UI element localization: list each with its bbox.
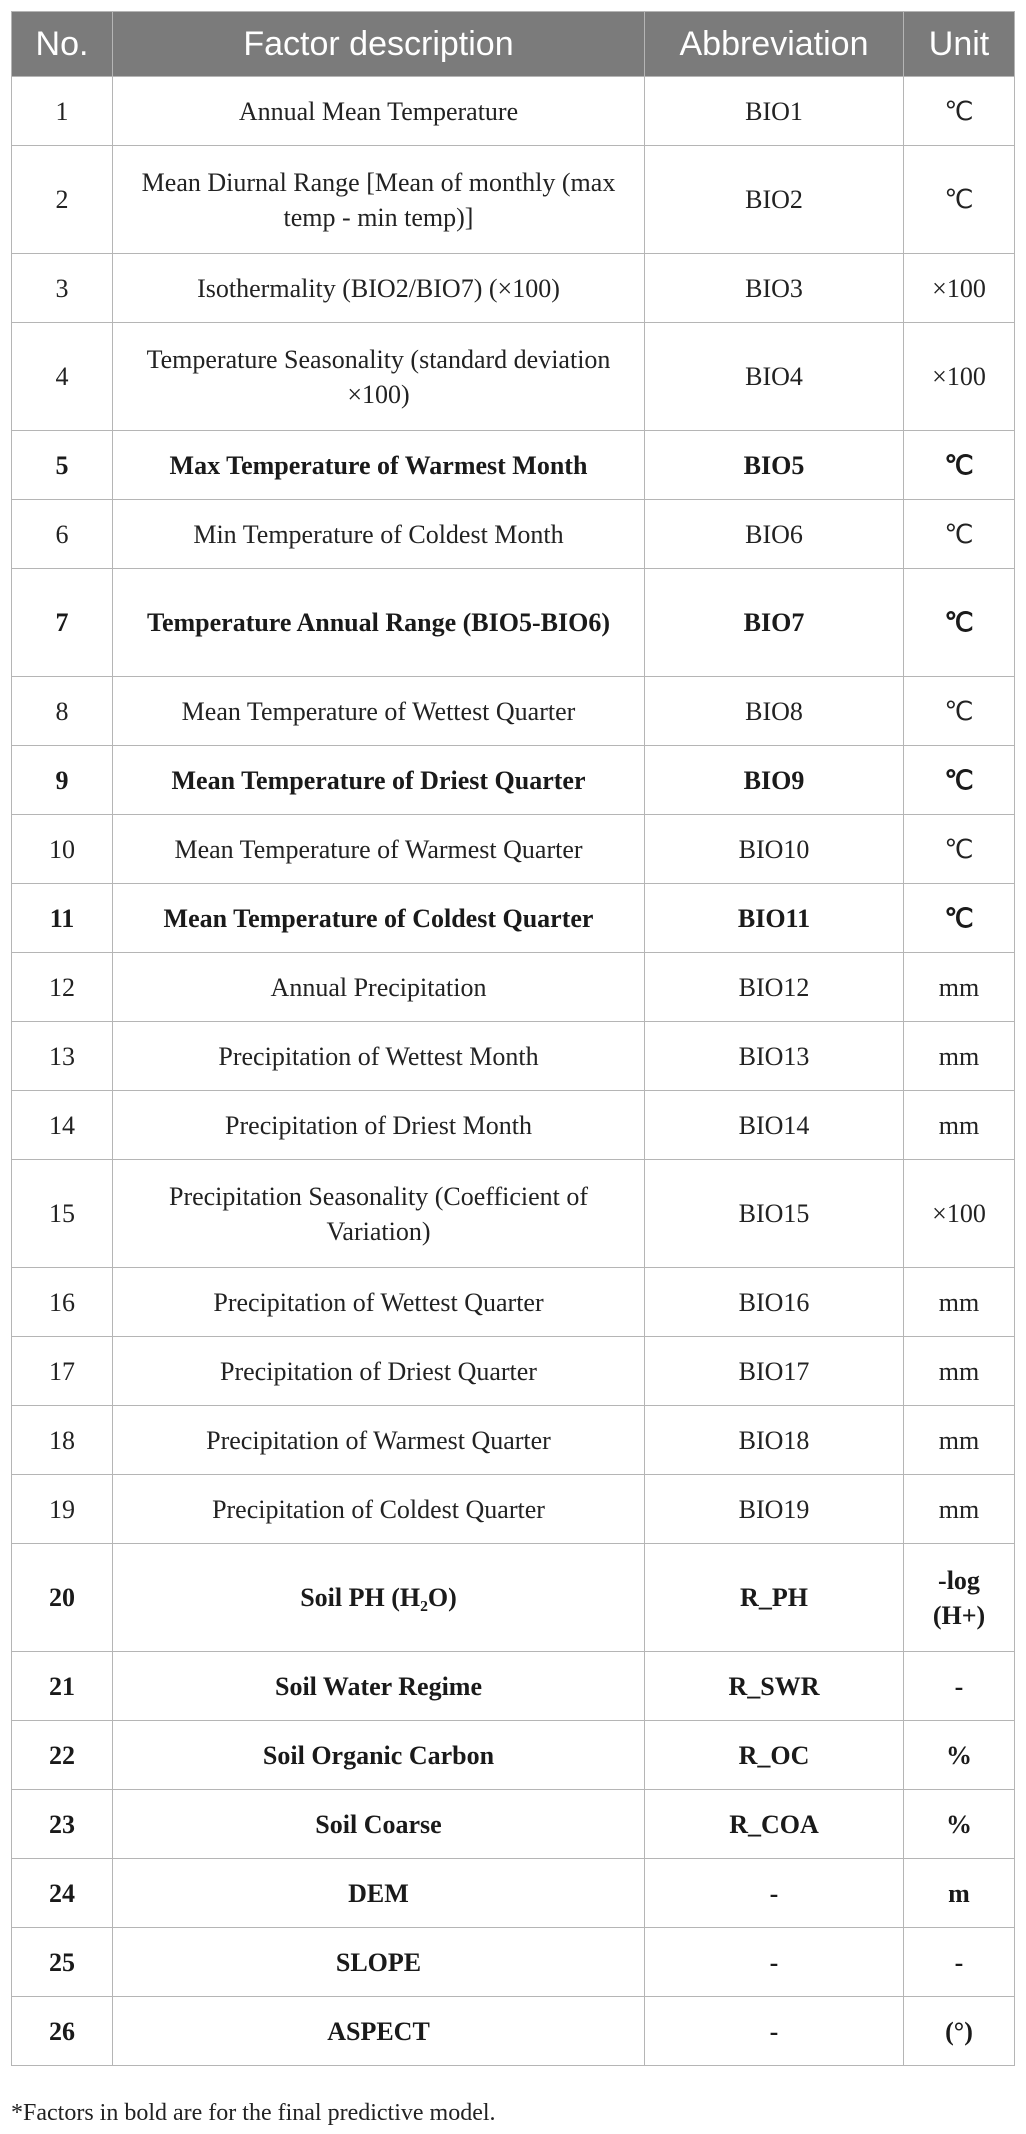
cell-unit: ×100 <box>904 323 1015 431</box>
cell-factor-description: Isothermality (BIO2/BIO7) (×100) <box>113 254 645 323</box>
cell-unit: ×100 <box>904 254 1015 323</box>
cell-factor-description: Annual Mean Temperature <box>113 77 645 146</box>
cell-abbreviation: BIO5 <box>645 431 904 500</box>
cell-no: 13 <box>12 1022 113 1091</box>
cell-no: 21 <box>12 1652 113 1721</box>
cell-abbreviation: BIO9 <box>645 746 904 815</box>
table-row <box>12 1859 1015 1928</box>
table-row <box>12 254 1015 323</box>
cell-factor-description: Temperature Annual Range (BIO5-BIO6) <box>113 569 645 677</box>
cell-factor-description: Precipitation of Coldest Quarter <box>113 1475 645 1544</box>
cell-abbreviation: R_COA <box>645 1790 904 1859</box>
cell-factor-description: ASPECT <box>113 1997 645 2066</box>
cell-unit: ℃ <box>904 569 1015 677</box>
cell-abbreviation: - <box>645 1928 904 1997</box>
cell-factor-description: Mean Diurnal Range [Mean of monthly (max temp - min temp)] <box>113 146 645 254</box>
cell-abbreviation: BIO8 <box>645 677 904 746</box>
cell-abbreviation: BIO18 <box>645 1406 904 1475</box>
cell-no: 1 <box>12 77 113 146</box>
cell-abbreviation: BIO12 <box>645 953 904 1022</box>
cell-abbreviation: BIO14 <box>645 1091 904 1160</box>
cell-abbreviation: R_OC <box>645 1721 904 1790</box>
cell-no: 22 <box>12 1721 113 1790</box>
cell-no: 2 <box>12 146 113 254</box>
table-row <box>12 1790 1015 1859</box>
table-row <box>12 677 1015 746</box>
table-row <box>12 77 1015 146</box>
cell-unit: ℃ <box>904 146 1015 254</box>
cell-factor-description: Min Temperature of Coldest Month <box>113 500 645 569</box>
header-factor-description: Factor description <box>113 12 645 77</box>
cell-unit: ℃ <box>904 815 1015 884</box>
cell-abbreviation: BIO13 <box>645 1022 904 1091</box>
cell-unit: mm <box>904 1091 1015 1160</box>
table-row <box>12 1652 1015 1721</box>
cell-no: 17 <box>12 1337 113 1406</box>
cell-no: 7 <box>12 569 113 677</box>
table-row <box>12 569 1015 677</box>
cell-unit: ℃ <box>904 77 1015 146</box>
table-row <box>12 746 1015 815</box>
table-row <box>12 1160 1015 1268</box>
cell-factor-description: Mean Temperature of Driest Quarter <box>113 746 645 815</box>
cell-factor-description: Precipitation Seasonality (Coefficient of Variation) <box>113 1160 645 1268</box>
cell-no: 24 <box>12 1859 113 1928</box>
table-row <box>12 431 1015 500</box>
table-row <box>12 1268 1015 1337</box>
cell-no: 18 <box>12 1406 113 1475</box>
cell-no: 14 <box>12 1091 113 1160</box>
cell-unit: mm <box>904 1268 1015 1337</box>
cell-no: 25 <box>12 1928 113 1997</box>
cell-abbreviation: R_PH <box>645 1544 904 1652</box>
table-row <box>12 323 1015 431</box>
cell-unit: ℃ <box>904 500 1015 569</box>
table-row <box>12 1022 1015 1091</box>
cell-unit: % <box>904 1721 1015 1790</box>
cell-factor-description: DEM <box>113 1859 645 1928</box>
cell-factor-description: Precipitation of Driest Month <box>113 1091 645 1160</box>
cell-no: 6 <box>12 500 113 569</box>
table-header-row <box>12 12 1015 77</box>
cell-factor-description: Precipitation of Driest Quarter <box>113 1337 645 1406</box>
cell-abbreviation: BIO10 <box>645 815 904 884</box>
cell-no: 16 <box>12 1268 113 1337</box>
cell-no: 10 <box>12 815 113 884</box>
cell-unit: mm <box>904 1022 1015 1091</box>
cell-factor-description: Precipitation of Wettest Month <box>113 1022 645 1091</box>
cell-abbreviation: BIO1 <box>645 77 904 146</box>
cell-unit: mm <box>904 1475 1015 1544</box>
cell-unit: mm <box>904 953 1015 1022</box>
cell-unit: - <box>904 1652 1015 1721</box>
cell-unit: mm <box>904 1337 1015 1406</box>
table-row <box>12 1997 1015 2066</box>
cell-factor-description: Precipitation of Wettest Quarter <box>113 1268 645 1337</box>
cell-factor-description: Soil PH (H₂O) <box>113 1544 645 1652</box>
table-row <box>12 884 1015 953</box>
cell-abbreviation: BIO4 <box>645 323 904 431</box>
cell-factor-description: Annual Precipitation <box>113 953 645 1022</box>
header-no: No. <box>12 12 113 77</box>
cell-abbreviation: BIO7 <box>645 569 904 677</box>
cell-abbreviation: BIO2 <box>645 146 904 254</box>
cell-no: 9 <box>12 746 113 815</box>
cell-unit: m <box>904 1859 1015 1928</box>
cell-factor-description: Soil Coarse <box>113 1790 645 1859</box>
cell-unit: mm <box>904 1406 1015 1475</box>
cell-no: 11 <box>12 884 113 953</box>
cell-unit: ×100 <box>904 1160 1015 1268</box>
cell-unit: ℃ <box>904 884 1015 953</box>
cell-no: 8 <box>12 677 113 746</box>
cell-unit: ℃ <box>904 746 1015 815</box>
header-abbreviation: Abbreviation <box>645 12 904 77</box>
cell-no: 23 <box>12 1790 113 1859</box>
cell-factor-description: Mean Temperature of Wettest Quarter <box>113 677 645 746</box>
cell-abbreviation: - <box>645 1859 904 1928</box>
cell-factor-description: Soil Water Regime <box>113 1652 645 1721</box>
cell-factor-description: Precipitation of Warmest Quarter <box>113 1406 645 1475</box>
cell-abbreviation: - <box>645 1997 904 2066</box>
cell-factor-description: Mean Temperature of Coldest Quarter <box>113 884 645 953</box>
table-row <box>12 1721 1015 1790</box>
cell-unit: (°) <box>904 1997 1015 2066</box>
cell-no: 3 <box>12 254 113 323</box>
table-row <box>12 1337 1015 1406</box>
cell-no: 20 <box>12 1544 113 1652</box>
cell-abbreviation: BIO15 <box>645 1160 904 1268</box>
table-row <box>12 953 1015 1022</box>
cell-abbreviation: R_SWR <box>645 1652 904 1721</box>
header-unit: Unit <box>904 12 1015 77</box>
cell-no: 26 <box>12 1997 113 2066</box>
table-row <box>12 500 1015 569</box>
factor-table <box>11 11 1015 2066</box>
cell-factor-description: SLOPE <box>113 1928 645 1997</box>
cell-factor-description: Soil Organic Carbon <box>113 1721 645 1790</box>
cell-abbreviation: BIO19 <box>645 1475 904 1544</box>
cell-abbreviation: BIO17 <box>645 1337 904 1406</box>
cell-factor-description: Max Temperature of Warmest Month <box>113 431 645 500</box>
cell-unit: -log (H+) <box>904 1544 1015 1652</box>
factor-table-container <box>11 11 1014 2066</box>
cell-factor-description: Temperature Seasonality (standard deviation ×100) <box>113 323 645 431</box>
cell-unit: - <box>904 1928 1015 1997</box>
cell-unit: ℃ <box>904 677 1015 746</box>
cell-no: 15 <box>12 1160 113 1268</box>
table-body <box>12 77 1015 2066</box>
cell-no: 19 <box>12 1475 113 1544</box>
cell-unit: ℃ <box>904 431 1015 500</box>
table-row <box>12 1475 1015 1544</box>
table-row <box>12 1544 1015 1652</box>
table-row <box>12 815 1015 884</box>
cell-factor-description: Mean Temperature of Warmest Quarter <box>113 815 645 884</box>
cell-abbreviation: BIO11 <box>645 884 904 953</box>
table-row <box>12 1091 1015 1160</box>
footnote: *Factors in bold are for the final predictive model. <box>11 2100 496 2126</box>
cell-no: 5 <box>12 431 113 500</box>
table-row <box>12 1928 1015 1997</box>
cell-no: 12 <box>12 953 113 1022</box>
cell-abbreviation: BIO16 <box>645 1268 904 1337</box>
cell-abbreviation: BIO6 <box>645 500 904 569</box>
table-row <box>12 1406 1015 1475</box>
cell-unit: % <box>904 1790 1015 1859</box>
cell-no: 4 <box>12 323 113 431</box>
table-row <box>12 146 1015 254</box>
cell-abbreviation: BIO3 <box>645 254 904 323</box>
